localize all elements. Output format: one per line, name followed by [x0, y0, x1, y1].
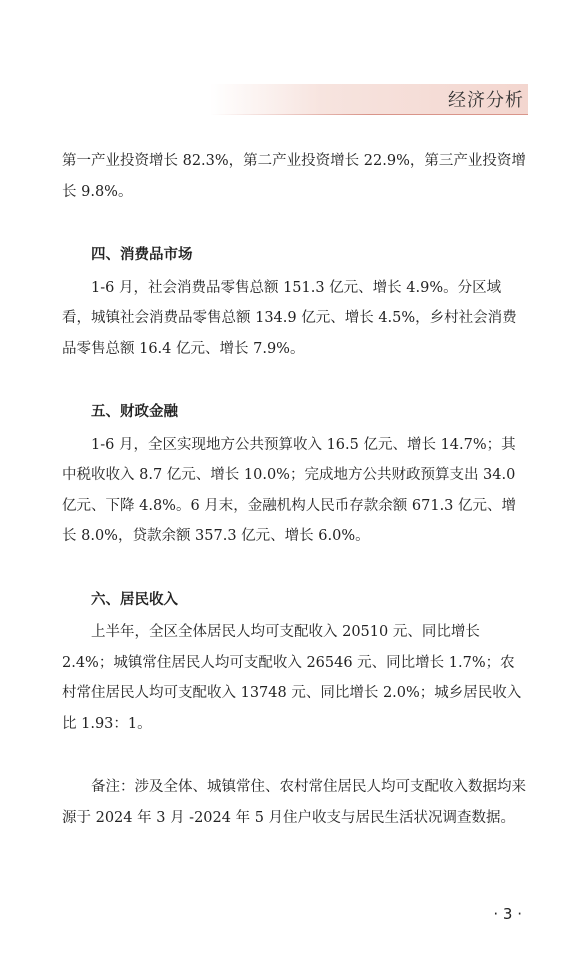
heading-finance: 五、财政金融	[91, 404, 178, 420]
heading-resident-income: 六、居民收入	[91, 591, 178, 608]
section-header-title: 经济分析	[448, 90, 524, 111]
finance-paragraph: 1-6 月，全区实现地方公共预算收入 16.5 亿元、增长 14.7%；其中税收收入 8.7 亿元、增长 10.0%；完成地方公共财政预算支出 34.0 亿元、下降 4.8%。6 月末，金融机构人民币存款余额 671.3 亿元、增长 8.0%，贷款余额 357.3 亿元、增长 6.0%。	[62, 436, 517, 544]
header-underline	[210, 114, 528, 115]
document-body	[62, 146, 528, 833]
consumer-market-paragraph: 1-6 月，社会消费品零售总额 151.3 亿元、增长 4.9%。分区域看，城镇社会消费品零售总额 134.9 亿元、增长 4.5%，乡村社会消费品零售总额 16.4 亿元、增长 7.9%。	[62, 279, 517, 357]
intro-paragraph: 第一产业投资增长 82.3%，第二产业投资增长 22.9%，第三产业投资增长 9.8%。	[62, 153, 526, 200]
heading-consumer-market: 四、消费品市场	[91, 247, 193, 263]
page-number: · 3 ·	[493, 905, 522, 923]
resident-income-paragraph: 上半年，全区全体居民人均可支配收入 20510 元、同比增长 2.4%；城镇常住居民人均可支配收入 26546 元、同比增长 1.7%；农村常住居民人均可支配收入 13748 元、同比增长 2.0%；城乡居民收入比 1.93：1。	[62, 624, 522, 732]
note-paragraph: 备注：涉及全体、城镇常住、农村常住居民人均可支配收入数据均来源于 2024 年 3 月 -2024 年 5 月住户收支与居民生活状况调查数据。	[62, 779, 526, 826]
